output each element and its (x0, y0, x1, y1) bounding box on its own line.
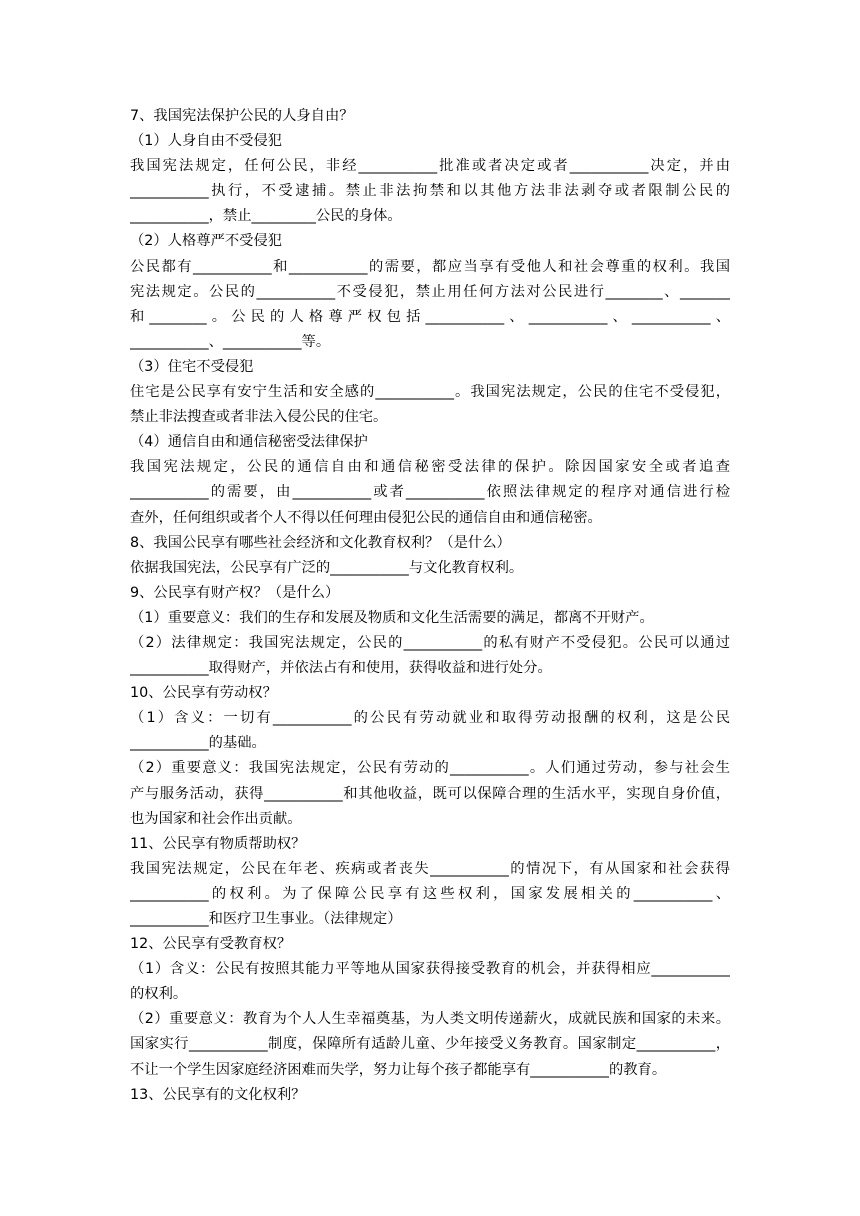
text-line: 12、公民享有受教育权？ (130, 936, 292, 953)
text-line: （1）含义：公民有按照其能力平等地从国家获得接受教育的机会，并获得相应___________ (130, 961, 730, 978)
text-line: 禁止非法搜查或者非法入侵公民的住宅。 (130, 409, 388, 426)
text-line: 国家实行___________制度，保障所有适龄儿童、少年接受义务教育。国家制定___________， (130, 1036, 730, 1053)
text-line: （3）住宅不受侵犯 (130, 358, 254, 375)
text-line: ___________、___________等。 (130, 333, 331, 350)
text-line: 13、公民享有的文化权利？ (130, 1086, 306, 1103)
text-line: 和________。公民的人格尊严权包括___________、___________、___________、 (130, 308, 730, 325)
text-line: ___________和医疗卫生事业。（法律规定） (130, 911, 402, 927)
text-line: ___________取得财产，并依法占有和使用，获得收益和进行处分。 (130, 660, 552, 677)
text-line: （1）重要意义：我们的生存和发展及物质和文化生活需要的满足，都离不开财产。 (130, 609, 654, 626)
text-line: （1）人身自由不受侵犯 (130, 133, 283, 150)
text-line: 我国宪法规定，公民在年老、疾病或者丧失___________的情况下，有从国家和社会获得 (130, 860, 730, 877)
text-line: （1）含义：一切有___________的公民有劳动就业和取得劳动报酬的权利，这是公民 (130, 710, 730, 727)
text-line: 9、公民享有财产权？（是什么） (130, 584, 340, 601)
text-line: ___________的权利。为了保障公民享有这些权利，国家发展相关的___________、 (130, 885, 730, 902)
text-line: （2）人格尊严不受侵犯 (130, 233, 283, 250)
text-line: 住宅是公民享有安宁生活和安全感的___________。我国宪法规定，公民的住宅不受侵犯， (130, 384, 730, 401)
text-line: （2）重要意义：我国宪法规定，公民有劳动的___________。人们通过劳动，参与社会生 (130, 760, 730, 777)
text-line: 也为国家和社会作出贡献。 (130, 810, 302, 827)
text-line: 公民都有___________和___________的需要，都应当享有受他人和社会尊重的权利。我国 (130, 258, 730, 275)
text-line: 我国宪法规定，公民的通信自由和通信秘密受法律的保护。除因国家安全或者追查 (130, 459, 730, 476)
text-line: ___________，禁止_________公民的身体。 (130, 208, 402, 225)
text-line: （2）法律规定：我国宪法规定，公民的___________的私有财产不受侵犯。公民可以通过 (130, 634, 730, 651)
text-line: 我国宪法规定，任何公民，非经___________批准或者决定或者___________决定，并由 (130, 158, 730, 175)
text-line: 产与服务活动，获得___________和其他收益，既可以保障合理的生活水平，实现自身价值， (130, 785, 730, 802)
text-line: 8、我国公民享有哪些社会经济和文化教育权利？（是什么） (130, 534, 511, 551)
text-line: 不让一个学生因家庭经济困难而失学，努力让每个孩子都能享有___________的教育。 (130, 1061, 667, 1078)
text-line: ___________的需要，由___________或者___________依照法律规定的程序对通信进行检 (130, 484, 730, 501)
text-line: （4）通信自由和通信秘密受法律保护 (130, 434, 368, 451)
text-line: ___________的基础。 (130, 735, 266, 752)
text-line: 宪法规定。公民的___________不受侵犯，禁止用任何方法对公民进行________、_______ (130, 283, 730, 300)
text-line: 11、公民享有物质帮助权？ (130, 835, 306, 852)
text-line: 的权利。 (130, 986, 188, 1003)
text-line: 查外，任何组织或者个人不得以任何理由侵犯公民的通信自由和通信秘密。 (130, 509, 602, 526)
text-line: 依据我国宪法，公民享有广泛的___________与文化教育权利。 (130, 559, 524, 576)
text-line: ___________执行，不受逮捕。禁止非法拘禁和以其他方法非法剥夺或者限制公民的 (130, 183, 730, 200)
document-page (130, 104, 730, 1108)
text-line: 10、公民享有劳动权？ (130, 685, 277, 702)
text-line: （2）重要意义：教育为个人人生幸福奠基，为人类文明传递薪火，成就民族和国家的未来。 (130, 1011, 730, 1028)
text-line: 7、我国宪法保护公民的人身自由？ (130, 108, 354, 124)
